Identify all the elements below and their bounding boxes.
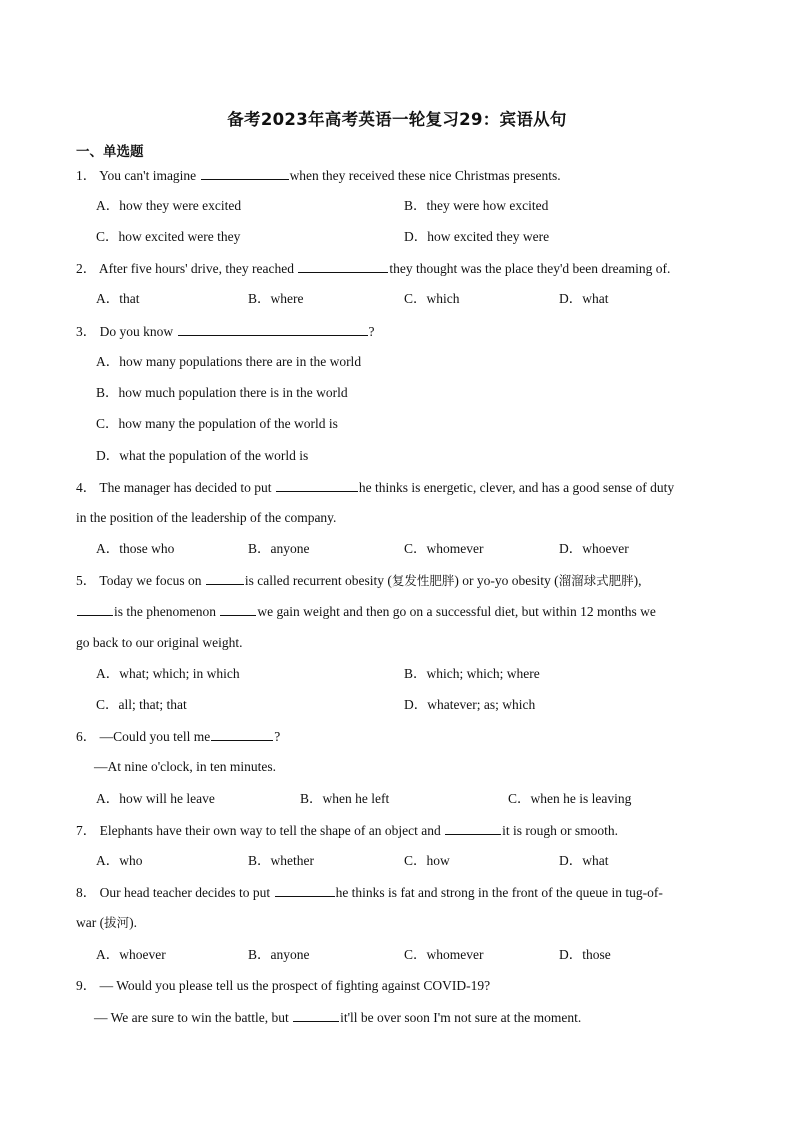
- option-a[interactable]: A．whoever: [96, 947, 166, 962]
- option-b[interactable]: B．how much population there is in the world: [96, 385, 348, 400]
- option-a[interactable]: A．that: [96, 291, 140, 306]
- answer-blank[interactable]: [445, 821, 501, 835]
- document-title: 备考2023年高考英语一轮复习29：宾语从句: [227, 110, 567, 129]
- answer-blank[interactable]: [220, 602, 256, 616]
- question-6: 6． —Could you tell me ?: [76, 729, 281, 744]
- option-a[interactable]: A．how will he leave: [96, 791, 215, 806]
- question-9-reply: — We are sure to win the battle, but it'll be over soon I'm not sure at the moment.: [94, 1010, 582, 1025]
- question-4-continued: in the position of the leadership of the company.: [76, 510, 337, 525]
- option-c[interactable]: C．how: [404, 853, 450, 868]
- option-d[interactable]: D．whatever; as; which: [404, 697, 536, 712]
- option-a[interactable]: A．how many populations there are in the world: [96, 354, 362, 369]
- answer-blank[interactable]: [211, 727, 273, 741]
- section-heading: 一、单选题: [76, 144, 144, 160]
- answer-blank[interactable]: [77, 602, 113, 616]
- option-c[interactable]: C．when he is leaving: [508, 791, 632, 806]
- answer-blank[interactable]: [275, 883, 335, 897]
- option-c[interactable]: C．whomever: [404, 947, 484, 962]
- option-a[interactable]: A．who: [96, 853, 143, 868]
- option-b[interactable]: B．which; which; where: [404, 666, 540, 681]
- answer-blank[interactable]: [293, 1008, 339, 1022]
- option-b[interactable]: B．anyone: [248, 947, 310, 962]
- option-c[interactable]: C．which: [404, 291, 460, 306]
- option-b[interactable]: B．where: [248, 291, 304, 306]
- option-a[interactable]: A．how they were excited: [96, 198, 242, 213]
- question-6-reply: —At nine o'clock, in ten minutes.: [94, 759, 277, 774]
- question-1: 1． You can't imagine when they received these nice Christmas presents.: [76, 168, 561, 183]
- option-b[interactable]: B．whether: [248, 853, 314, 868]
- option-d[interactable]: D．what: [559, 291, 609, 306]
- option-c[interactable]: C．how many the population of the world is: [96, 416, 338, 431]
- answer-blank[interactable]: [276, 478, 358, 492]
- question-5: 5． Today we focus on is called recurrent obesity (复发性肥胖) or yo-yo obesity (溜溜球式肥胖),: [76, 573, 642, 588]
- option-d[interactable]: D．what the population of the world is: [96, 448, 309, 463]
- answer-blank[interactable]: [206, 571, 244, 585]
- option-c[interactable]: C．whomever: [404, 541, 484, 556]
- option-d[interactable]: D．what: [559, 853, 609, 868]
- question-5-line-2: is the phenomenon we gain weight and then go on a successful diet, but within 12 months we: [76, 602, 656, 621]
- option-b[interactable]: B．when he left: [300, 791, 390, 806]
- question-3: 3． Do you know ?: [76, 324, 375, 339]
- question-8: 8． Our head teacher decides to put he thinks is fat and strong in the front of the queue in tug-of-: [76, 885, 663, 900]
- option-d[interactable]: D．those: [559, 947, 611, 962]
- option-a[interactable]: A．what; which; in which: [96, 666, 240, 681]
- question-9: 9． — Would you please tell us the prospect of fighting against COVID-19?: [76, 978, 491, 993]
- option-c[interactable]: C．how excited were they: [96, 229, 241, 244]
- question-8-continued: war (拔河).: [76, 915, 137, 930]
- option-d[interactable]: D．how excited they were: [404, 229, 550, 244]
- option-b[interactable]: B．anyone: [248, 541, 310, 556]
- question-4: 4． The manager has decided to put he thinks is energetic, clever, and has a good sense of duty: [76, 480, 675, 495]
- option-c[interactable]: C．all; that; that: [96, 697, 187, 712]
- question-5-line-3: go back to our original weight.: [76, 635, 243, 650]
- option-d[interactable]: D．whoever: [559, 541, 629, 556]
- answer-blank[interactable]: [298, 259, 388, 273]
- question-7: 7． Elephants have their own way to tell the shape of an object and it is rough or smooth.: [76, 823, 619, 838]
- option-a[interactable]: A．those who: [96, 541, 175, 556]
- option-b[interactable]: B．they were how excited: [404, 198, 549, 213]
- question-2: 2． After five hours' drive, they reached they thought was the place they'd been dreaming of.: [76, 261, 671, 276]
- answer-blank[interactable]: [201, 166, 289, 180]
- answer-blank[interactable]: [178, 322, 368, 336]
